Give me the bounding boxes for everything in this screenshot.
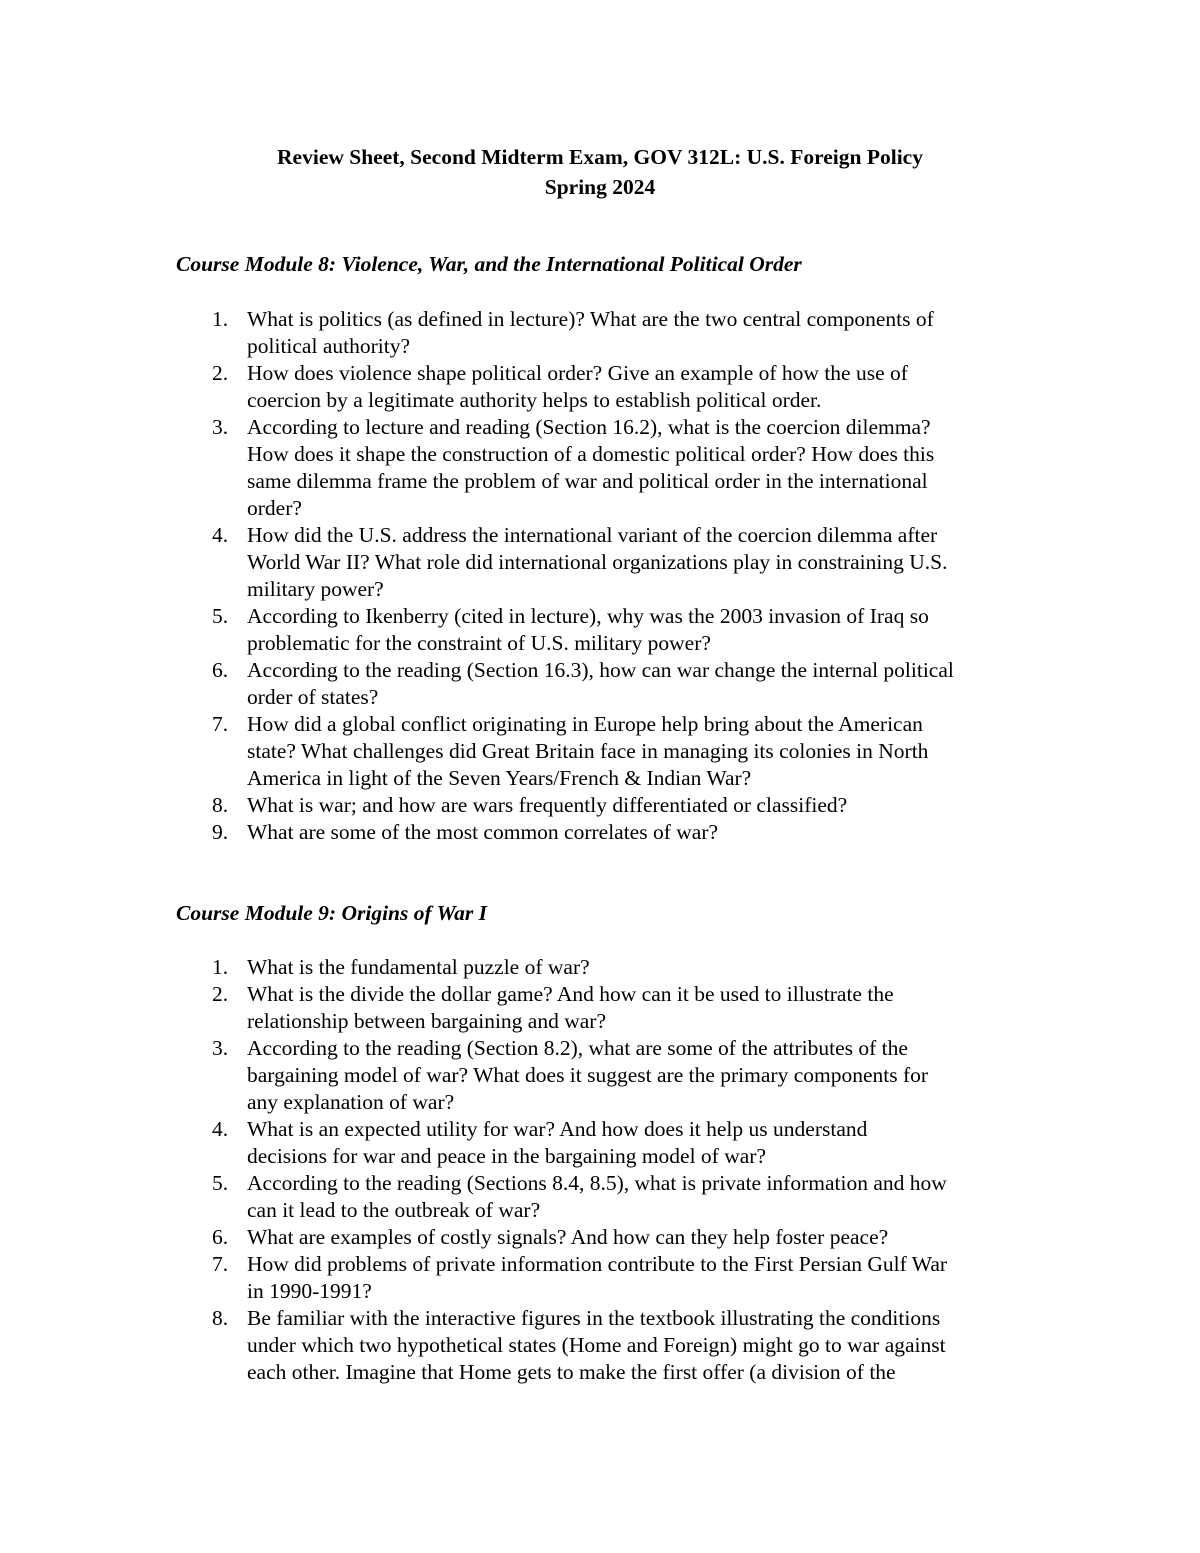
question-number: 4. bbox=[212, 1117, 229, 1141]
question-item bbox=[0, 414, 1037, 522]
question-text-line: order of states? bbox=[247, 685, 379, 709]
question-item bbox=[0, 603, 1037, 657]
question-number: 8. bbox=[212, 1306, 229, 1330]
question-text-line: What are examples of costly signals? And how can they help foster peace? bbox=[247, 1225, 889, 1249]
question-item bbox=[0, 981, 1037, 1035]
module-8-heading: Course Module 8: Violence, War, and the International Political Order bbox=[176, 252, 802, 276]
question-number: 4. bbox=[212, 523, 229, 547]
question-text-line: each other. Imagine that Home gets to make the first offer (a division of the bbox=[247, 1360, 896, 1384]
question-item bbox=[0, 1305, 1037, 1386]
question-text-line: any explanation of war? bbox=[247, 1090, 455, 1114]
question-text-line: According to the reading (Section 8.2), what are some of the attributes of the bbox=[247, 1036, 908, 1060]
question-text-line: World War II? What role did international organizations play in constraining U.S. bbox=[247, 550, 948, 574]
question-item bbox=[0, 1251, 1037, 1305]
question-text-line: same dilemma frame the problem of war and political order in the international bbox=[247, 469, 928, 493]
title-line-1: Review Sheet, Second Midterm Exam, GOV 312L: U.S. Foreign Policy bbox=[277, 145, 923, 169]
question-text-line: How did a global conflict originating in Europe help bring about the American bbox=[247, 712, 923, 736]
title-line-2: Spring 2024 bbox=[544, 175, 656, 199]
question-item bbox=[0, 1170, 1037, 1224]
question-text-line: bargaining model of war? What does it suggest are the primary components for bbox=[247, 1063, 929, 1087]
question-item bbox=[0, 711, 1037, 792]
question-item bbox=[0, 657, 1037, 711]
question-text-line: What are some of the most common correlates of war? bbox=[247, 820, 719, 844]
question-number: 6. bbox=[212, 658, 229, 682]
question-text-line: How did the U.S. address the international variant of the coercion dilemma after bbox=[247, 523, 938, 547]
question-text-line: under which two hypothetical states (Home and Foreign) might go to war against bbox=[247, 1333, 946, 1357]
module-9-question-list bbox=[0, 954, 1200, 1386]
question-text-line: What is the fundamental puzzle of war? bbox=[247, 955, 590, 979]
question-item bbox=[0, 306, 1037, 360]
question-text-line: According to the reading (Sections 8.4, 8.5), what is private information and how bbox=[247, 1171, 947, 1195]
question-text-line: can it lead to the outbreak of war? bbox=[247, 1198, 541, 1222]
question-number: 1. bbox=[212, 955, 229, 979]
question-text-line: What is politics (as defined in lecture)? What are the two central components of bbox=[247, 307, 934, 331]
module-8-question-list bbox=[0, 306, 1200, 846]
question-item bbox=[0, 792, 1037, 819]
question-number: 3. bbox=[212, 415, 229, 439]
question-text-line: political authority? bbox=[247, 334, 410, 358]
question-text-line: What is war; and how are wars frequently differentiated or classified? bbox=[247, 793, 848, 817]
question-text-line: How did problems of private information contribute to the First Persian Gulf War bbox=[247, 1252, 948, 1276]
question-text-line: According to lecture and reading (Section 16.2), what is the coercion dilemma? bbox=[247, 415, 931, 439]
question-text-line: in 1990-1991? bbox=[247, 1279, 372, 1303]
question-number: 3. bbox=[212, 1036, 229, 1060]
question-item bbox=[0, 819, 1037, 846]
document-title bbox=[0, 142, 1200, 202]
question-item bbox=[0, 360, 1037, 414]
question-text-line: state? What challenges did Great Britain face in managing its colonies in North bbox=[247, 739, 929, 763]
question-number: 9. bbox=[212, 820, 229, 844]
question-number: 5. bbox=[212, 1171, 229, 1195]
question-text-line: order? bbox=[247, 496, 302, 520]
question-text-line: problematic for the constraint of U.S. military power? bbox=[247, 631, 711, 655]
question-text-line: How does it shape the construction of a domestic political order? How does this bbox=[247, 442, 935, 466]
question-text-line: Be familiar with the interactive figures in the textbook illustrating the conditions bbox=[247, 1306, 941, 1330]
question-text-line: According to Ikenberry (cited in lecture), why was the 2003 invasion of Iraq so bbox=[247, 604, 929, 628]
question-number: 8. bbox=[212, 793, 229, 817]
question-item bbox=[0, 954, 1037, 981]
question-text-line: What is an expected utility for war? And how does it help us understand bbox=[247, 1117, 868, 1141]
question-text-line: relationship between bargaining and war? bbox=[247, 1009, 607, 1033]
question-number: 5. bbox=[212, 604, 229, 628]
question-text-line: How does violence shape political order? Give an example of how the use of bbox=[247, 361, 908, 385]
question-number: 2. bbox=[212, 361, 229, 385]
question-text-line: America in light of the Seven Years/French & Indian War? bbox=[247, 766, 752, 790]
question-text-line: coercion by a legitimate authority helps to establish political order. bbox=[247, 388, 822, 412]
question-number: 1. bbox=[212, 307, 229, 331]
question-number: 7. bbox=[212, 712, 229, 736]
question-text-line: military power? bbox=[247, 577, 384, 601]
question-number: 2. bbox=[212, 982, 229, 1006]
question-text-line: decisions for war and peace in the bargaining model of war? bbox=[247, 1144, 766, 1168]
question-text-line: According to the reading (Section 16.3), how can war change the internal political bbox=[247, 658, 954, 682]
question-item bbox=[0, 522, 1037, 603]
question-number: 6. bbox=[212, 1225, 229, 1249]
question-number: 7. bbox=[212, 1252, 229, 1276]
question-item bbox=[0, 1035, 1037, 1116]
question-item bbox=[0, 1116, 1037, 1170]
question-item bbox=[0, 1224, 1037, 1251]
module-9-heading: Course Module 9: Origins of War I bbox=[176, 901, 488, 925]
question-text-line: What is the divide the dollar game? And how can it be used to illustrate the bbox=[247, 982, 894, 1006]
